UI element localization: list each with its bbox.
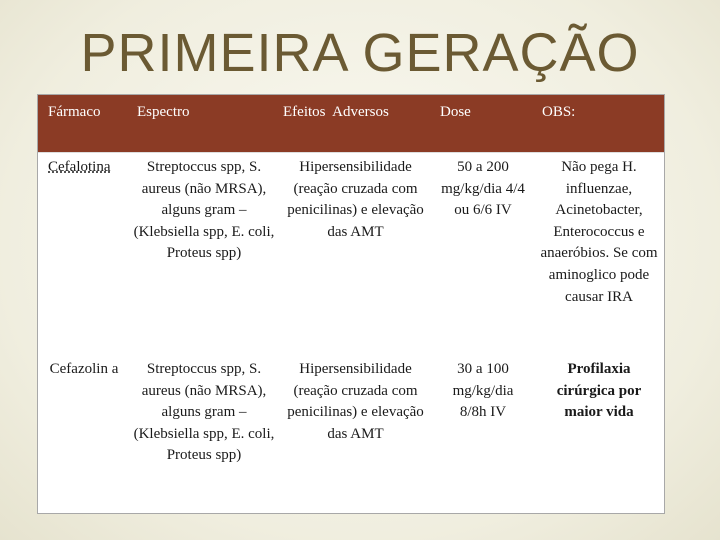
drug-table [37,94,665,514]
row-divider [38,152,664,153]
cell-efeitos: Hipersensibilidade (reação cruzada com penicilinas) e elevação das AMT [287,159,424,240]
cell-farmaco: Cefalotina [48,159,111,175]
cell-dose: 50 a 200 mg/kg/dia 4/4 ou 6/6 IV [441,159,525,219]
header-espectro: Espectro [137,104,190,120]
cell-obs: Não pega H. influenzae, Acinetobacter, Enterococcus e anaeróbios. Se com aminoglico pode causar IRA [540,159,658,305]
table-header [38,95,664,152]
slide-title: PRIMEIRA GERAÇÃO [80,23,640,83]
cell-espectro: Streptoccus spp, S. aureus (não MRSA), alguns gram – (Klebsiella spp, E. coli, Proteus spp) [133,159,275,262]
cell-farmaco: Cefazolin a [49,361,119,377]
cell-dose: 30 a 100 mg/kg/dia 8/8h IV [452,361,514,421]
header-efeitos: Efeitos Adversos [283,104,389,120]
cell-espectro: Streptoccus spp, S. aureus (não MRSA), alguns gram – (Klebsiella spp, E. coli, Proteus spp) [133,361,275,464]
cell-obs: Profilaxia cirúrgica por maior vida [556,361,642,421]
header-dose: Dose [440,104,471,120]
cell-efeitos: Hipersensibilidade (reação cruzada com penicilinas) e elevação das AMT [287,361,424,442]
header-farmaco: Fármaco [48,104,101,120]
header-obs: OBS: [542,104,576,120]
